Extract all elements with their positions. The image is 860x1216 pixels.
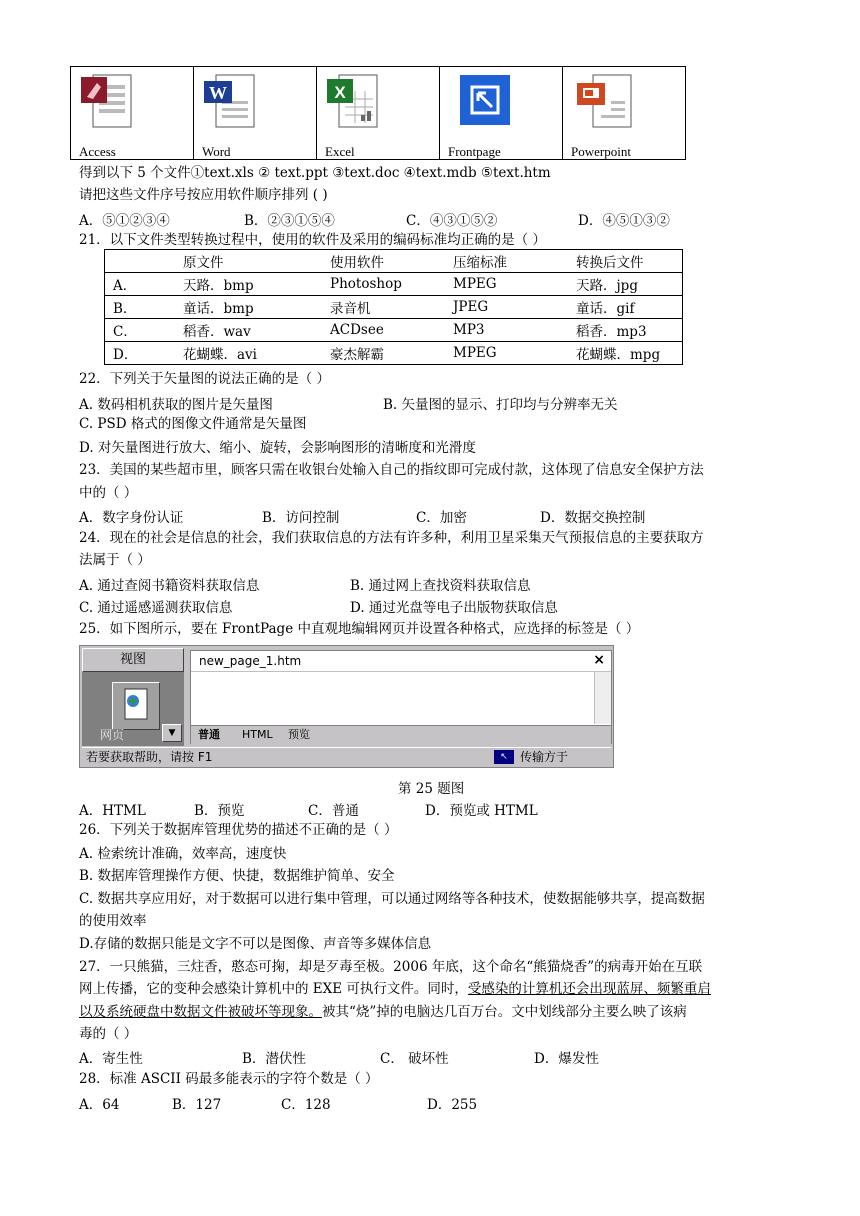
document-title-bar — [191, 651, 611, 672]
q27-line1: 27．一只熊猫，三炷香，憨态可掬，却是歹毒至极。2006 年底，这个命名“熊猫烧香”的病毒开始在互联 — [79, 959, 703, 975]
q27-line2 — [79, 979, 711, 999]
software-icon-table — [70, 66, 686, 160]
table-row — [105, 273, 683, 296]
tab-preview[interactable]: 预览 — [288, 728, 310, 741]
table-cell: 录音机 — [322, 296, 445, 319]
table-cell: A． — [105, 273, 176, 296]
q24-stem-line2: 法属于（ ） — [79, 552, 151, 568]
q22-option-a: A. 数码相机获取的图片是矢量图 — [79, 397, 273, 413]
access-icon — [79, 71, 139, 131]
cursor-icon: ↖ — [494, 750, 514, 764]
q20-option-b: B．②③①⑤④ — [244, 213, 335, 229]
q23-stem-line2: 中的（ ） — [79, 485, 138, 501]
q27-option-c: C． 破坏性 — [380, 1051, 449, 1067]
icon-cell-powerpoint — [563, 67, 686, 160]
header-cell: 压缩标准 — [445, 250, 568, 273]
q28-option-a: A．64 — [79, 1097, 120, 1113]
excel-icon — [325, 71, 385, 131]
table-cell: 豪杰解霸 — [322, 342, 445, 365]
q27-option-b: B．潜伏性 — [242, 1051, 306, 1067]
document-title: new_page_1.htm — [199, 654, 302, 668]
q23-option-c: C．加密 — [416, 510, 467, 526]
header-cell — [105, 250, 176, 273]
icon-cell-word — [194, 67, 317, 160]
q27-line3 — [79, 1002, 687, 1022]
q20-files-line: 得到以下 5 个文件①text.xls ② text.ppt ③text.doc ④text.mdb ⑤text.htm — [79, 165, 551, 181]
q26-option-b: B. 数据库管理操作方便、快捷，数据维护简单、安全 — [79, 868, 395, 884]
table-cell: MPEG — [445, 273, 568, 296]
tab-html[interactable]: HTML — [242, 728, 273, 741]
q26-option-c-line2: 的使用效率 — [79, 913, 147, 929]
caption-excel: Excel — [325, 144, 355, 159]
table-cell: Photoshop — [322, 273, 445, 296]
header-cell: 使用软件 — [322, 250, 445, 273]
q21-stem: 21．以下文件类型转换过程中，使用的软件及采用的编码标准均正确的是（ ） — [79, 232, 546, 248]
svg-text:X: X — [334, 83, 346, 102]
q20-stem-line: 请把这些文件序号按应用软件顺序排列 ( ) — [79, 187, 328, 203]
table-cell: MPEG — [445, 342, 568, 365]
q24-option-d: D. 通过光盘等电子出版物获取信息 — [350, 600, 558, 616]
q22-option-c: C. PSD 格式的图像文件通常是矢量图 — [79, 416, 307, 432]
q22-option-d: D. 对矢量图进行放大、缩小、旋转，会影响图形的清晰度和光滑度 — [79, 440, 476, 456]
q27-underlined-text-1: 受感染的计算机还会出现蓝屏、频繁重启 — [467, 981, 711, 997]
document-window — [190, 650, 612, 744]
table-cell: JPEG — [445, 296, 568, 319]
q26-option-a: A. 检索统计准确，效率高，速度快 — [79, 846, 287, 862]
status-transfer-text: 传输方于 — [520, 750, 569, 764]
q24-option-c: C. 通过遥感遥测获取信息 — [79, 600, 233, 616]
page-view-icon[interactable] — [112, 682, 160, 730]
q22-option-b: B. 矢量图的显示、打印均与分辨率无关 — [383, 397, 618, 413]
page-view-label: 网页 — [100, 728, 125, 742]
q20-option-a: A．⑤①②③④ — [79, 213, 170, 229]
table-cell: C． — [105, 319, 176, 342]
caption-access: Access — [79, 144, 116, 159]
table-cell: 花蝴蝶．avi — [175, 342, 322, 365]
table-row — [105, 296, 683, 319]
view-panel-header[interactable]: 视图 — [82, 648, 184, 672]
q25-option-a: A．HTML — [79, 803, 146, 819]
q24-option-b: B. 通过网上查找资料获取信息 — [350, 578, 531, 594]
q22-stem: 22．下列关于矢量图的说法正确的是（ ） — [79, 371, 330, 387]
table-row — [105, 342, 683, 365]
word-icon — [202, 71, 262, 131]
q23-option-d: D．数据交换控制 — [540, 510, 646, 526]
table-cell: 天路．bmp — [175, 273, 322, 296]
table-cell: MP3 — [445, 319, 568, 342]
powerpoint-icon — [571, 71, 641, 131]
q25-option-b: B．预览 — [194, 803, 245, 819]
q27-line2-text: 网上传播，它的变种会感染计算机中的 EXE 可执行文件。同时， — [79, 981, 468, 997]
icon-cell-access — [71, 67, 194, 160]
q27-line3-text: 被其“烧”掉的电脑达几百万台。文中划线部分主要么映了该病 — [322, 1004, 687, 1020]
caption-powerpoint: Powerpoint — [571, 144, 631, 159]
q24-option-a: A. 通过查阅书籍资料获取信息 — [79, 578, 260, 594]
q28-option-b: B．127 — [172, 1097, 222, 1113]
table-cell: B． — [105, 296, 176, 319]
q26-option-c-line1: C. 数据共享应用好，对于数据可以进行集中管理，可以通过网络等各种技术，使数据能够共享，提高数据 — [79, 891, 705, 907]
status-bar — [82, 747, 611, 766]
table-row — [105, 319, 683, 342]
q26-option-d: D.存储的数据只能是文字不可以是图像、声音等多媒体信息 — [79, 936, 432, 952]
vertical-scrollbar[interactable] — [594, 672, 611, 724]
icon-cell-excel — [317, 67, 440, 160]
icon-cell-frontpage — [440, 67, 563, 160]
table-cell: 稻香．mp3 — [568, 319, 683, 342]
table-cell: 童话．gif — [568, 296, 683, 319]
table-cell: 稻香．wav — [175, 319, 322, 342]
table-cell: 童话．bmp — [175, 296, 322, 319]
table-cell: D． — [105, 342, 176, 365]
q26-stem: 26．下列关于数据库管理优势的描述不正确的是（ ） — [79, 822, 398, 838]
tab-normal[interactable]: 普通 — [198, 728, 220, 741]
q24-stem-line1: 24．现在的社会是信息的社会，我们获取信息的方法有许多种，利用卫星采集天气预报信息的主要获取方 — [79, 530, 704, 546]
q25-option-c: C．普通 — [308, 803, 359, 819]
view-tabs — [191, 725, 611, 744]
q23-option-b: B．访问控制 — [262, 510, 340, 526]
q25-option-d: D．预览或 HTML — [425, 803, 538, 819]
q27-line4: 毒的（ ） — [79, 1026, 138, 1042]
caption-word: Word — [202, 144, 231, 159]
q23-stem-line1: 23．美国的某些超市里，顾客只需在收银台处输入自己的指纹即可完成付款，这体现了信息安全保护方法 — [79, 462, 704, 478]
close-icon[interactable]: × — [593, 652, 605, 668]
q25-figure-caption: 第 25 题图 — [398, 781, 465, 797]
svg-text:W: W — [209, 83, 227, 103]
table-header-row — [105, 250, 683, 273]
header-cell: 转换后文件 — [568, 250, 683, 273]
table-cell: 天路．jpg — [568, 273, 683, 296]
view-panel — [82, 648, 184, 746]
q28-option-d: D．255 — [427, 1097, 478, 1113]
frontpage-icon — [448, 71, 518, 131]
frontpage-screenshot — [79, 645, 614, 768]
q21-conversion-table — [104, 249, 683, 365]
q25-stem: 25．如下图所示，要在 FrontPage 中直观地编辑网页并设置各种格式，应选择的标签是（ ） — [79, 621, 640, 637]
q28-stem: 28．标准 ASCII 码最多能表示的字符个数是（ ） — [79, 1071, 379, 1087]
chevron-down-icon[interactable]: ▼ — [162, 724, 182, 742]
header-cell: 原文件 — [175, 250, 322, 273]
q20-option-d: D．④⑤①③② — [578, 213, 670, 229]
status-help-text: 若要获取帮助，请按 F1 — [86, 750, 213, 764]
q28-option-c: C．128 — [281, 1097, 331, 1113]
q27-option-a: A．寄生性 — [79, 1051, 143, 1067]
q27-underlined-text-2: 以及系统硬盘中数据文件被破坏等现象。 — [79, 1004, 322, 1020]
q27-option-d: D．爆发性 — [534, 1051, 599, 1067]
table-cell: 花蝴蝶．mpg — [568, 342, 683, 365]
q23-option-a: A．数字身份认证 — [79, 510, 184, 526]
q20-option-c: C．④③①⑤② — [406, 213, 498, 229]
caption-frontpage: Frontpage — [448, 144, 501, 159]
table-cell: ACDsee — [322, 319, 445, 342]
